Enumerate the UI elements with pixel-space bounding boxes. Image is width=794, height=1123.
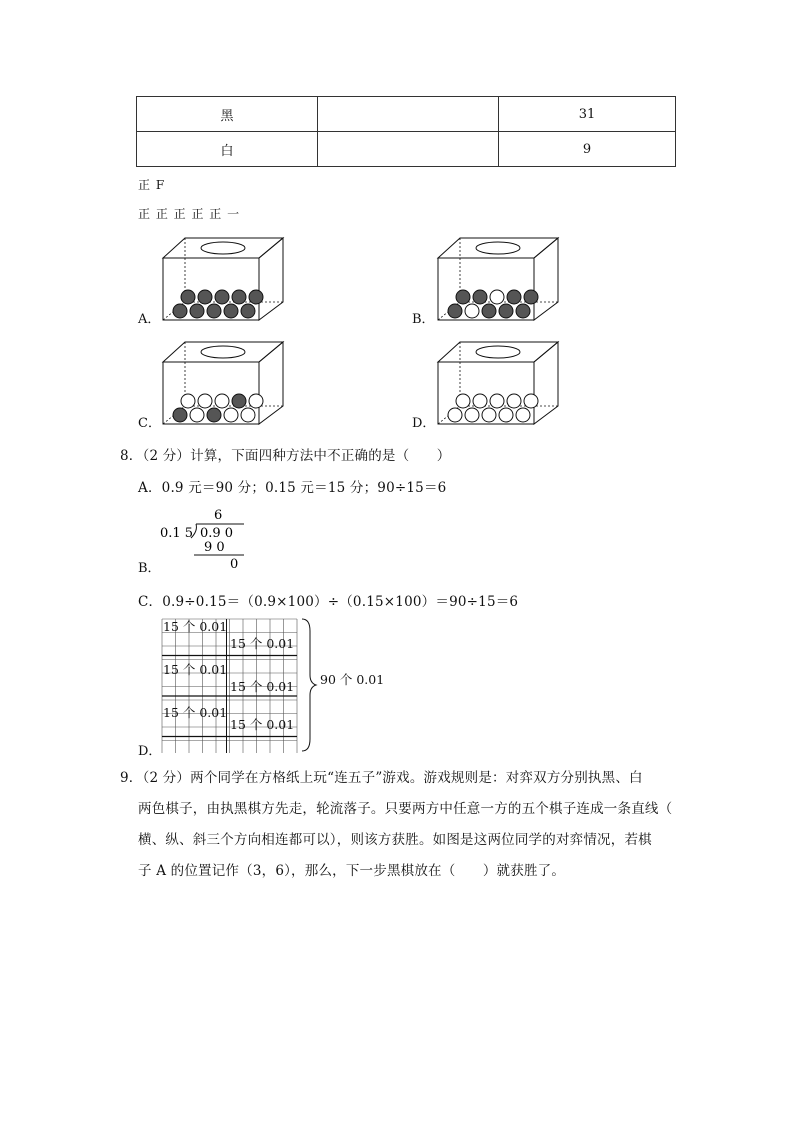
black-ball — [198, 290, 212, 304]
box-opening — [476, 242, 520, 254]
q9-line-1: 9．（2 分）两个同学在方格纸上玩“连五子”游戏。游戏规则是：对弈双方分别执黑、白 — [120, 770, 643, 786]
tally-table — [136, 96, 676, 167]
tally-cell — [318, 132, 499, 167]
black-ball — [482, 304, 496, 318]
box-side — [534, 342, 558, 424]
tally-cell — [318, 97, 499, 132]
tally-line-1: 正 F — [138, 178, 166, 192]
table-row — [137, 132, 676, 167]
black-ball — [232, 394, 246, 408]
table-row — [137, 97, 676, 132]
white-ball — [241, 408, 255, 422]
color-cell: 黑 — [137, 97, 318, 132]
option-b-box — [433, 236, 563, 324]
total-label: 90 个 0.01 — [320, 672, 385, 687]
box-side — [534, 238, 558, 320]
black-ball — [207, 304, 221, 318]
option-a-box — [158, 236, 288, 324]
brace — [302, 619, 316, 751]
q8-option-a: A．0.9 元＝90 分；0.15 元＝15 分；90÷15＝6 — [138, 480, 447, 496]
tally-line-2: 正 正 正 正 正 一 — [138, 207, 241, 221]
black-ball — [181, 290, 195, 304]
box-side — [259, 238, 283, 320]
hundred-grid — [160, 617, 400, 753]
white-ball — [224, 408, 238, 422]
color-cell: 白 — [137, 132, 318, 167]
option-c-label: C． — [138, 416, 161, 431]
white-ball — [499, 408, 513, 422]
white-ball — [507, 394, 521, 408]
white-ball — [198, 394, 212, 408]
box-opening — [201, 346, 245, 358]
q8-option-d-label: D． — [138, 744, 162, 759]
black-ball — [190, 304, 204, 318]
block-label: 15 个 0.01 — [163, 662, 228, 677]
block-label: 15 个 0.01 — [163, 705, 228, 720]
black-ball — [524, 290, 538, 304]
white-ball — [181, 394, 195, 408]
black-ball — [499, 304, 513, 318]
black-ball — [215, 290, 229, 304]
long-division — [158, 505, 258, 571]
option-b-label: B． — [412, 312, 435, 327]
option-d-label: D． — [412, 416, 436, 431]
black-ball — [173, 408, 187, 422]
block-label: 15 个 0.01 — [230, 636, 295, 651]
q9-line-3: 横、纵、斜三个方向相连都可以），则该方获胜。如图是这两位同学的对弈情况，若棋 — [138, 832, 652, 848]
black-ball — [473, 290, 487, 304]
white-ball — [465, 408, 479, 422]
white-ball — [465, 304, 479, 318]
black-ball — [207, 408, 221, 422]
white-ball — [190, 408, 204, 422]
box-side — [259, 342, 283, 424]
black-ball — [173, 304, 187, 318]
black-ball — [249, 290, 263, 304]
q9-line-4: 子 A 的位置记作（3，6），那么，下一步黑棋放在（ ）就获胜了。 — [138, 863, 566, 879]
q8-option-c: C．0.9÷0.15＝（0.9×100）÷（0.15×100）＝90÷15＝6 — [138, 594, 519, 610]
white-ball — [249, 394, 263, 408]
option-c-box — [158, 340, 288, 428]
product: 9 0 — [204, 540, 225, 555]
white-ball — [490, 290, 504, 304]
black-ball — [516, 304, 530, 318]
q8-stem: 8．（2 分）计算，下面四种方法中不正确的是（ ） — [120, 448, 451, 464]
block-label: 15 个 0.01 — [230, 679, 295, 694]
white-ball — [490, 394, 504, 408]
black-ball — [241, 304, 255, 318]
black-ball — [232, 290, 246, 304]
white-ball — [448, 408, 462, 422]
dividend: 0.9 0 — [200, 526, 234, 541]
white-ball — [215, 394, 229, 408]
box-opening — [201, 242, 245, 254]
white-ball — [473, 394, 487, 408]
black-ball — [224, 304, 238, 318]
black-ball — [507, 290, 521, 304]
remainder: 0 — [230, 557, 239, 571]
option-d-box — [433, 340, 563, 428]
q9-line-2: 两色棋子，由执黑棋方先走，轮流落子。只要两方中任意一方的五个棋子连成一条直线（ — [138, 801, 673, 817]
white-ball — [482, 408, 496, 422]
option-a-label: A． — [138, 312, 161, 327]
black-ball — [456, 290, 470, 304]
white-ball — [456, 394, 470, 408]
black-ball — [448, 304, 462, 318]
count-cell: 31 — [499, 97, 676, 132]
white-ball — [516, 408, 530, 422]
count-cell: 9 — [499, 132, 676, 167]
divisor: 0.1 5 — [160, 526, 194, 541]
white-ball — [524, 394, 538, 408]
q8-option-b-label: B． — [138, 561, 161, 576]
block-label: 15 个 0.01 — [230, 717, 295, 732]
box-opening — [476, 346, 520, 358]
quotient: 6 — [214, 508, 223, 523]
block-label: 15 个 0.01 — [163, 619, 228, 634]
